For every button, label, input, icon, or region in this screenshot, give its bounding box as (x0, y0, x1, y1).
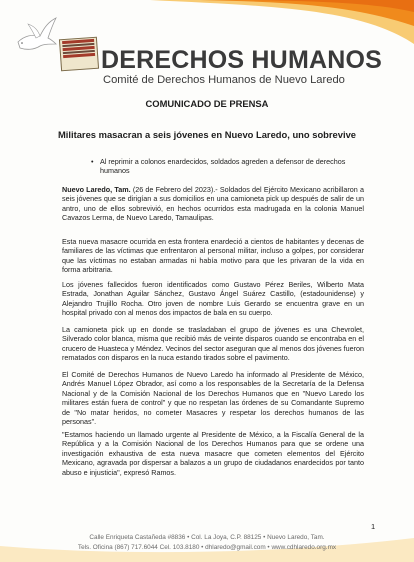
paragraph-6: "Estamos haciendo un llamado urgente al Presidente de México, a la Fiscalía General de la República y a la Comisión Nacional de los Derechos Humanos para que se ordene una investigación exhaustiva de esta nueva masacre que cometen elementos del Ejército Mexicano, agravada por dispersar a balazos a un grupo de ciudadanos enardecidos por tanto abuso e injusticia", expresó Ramos. (62, 430, 364, 477)
organization-subtitle: Comité de Derechos Humanos de Nuevo Laredo (103, 74, 345, 86)
dove-icon (14, 14, 58, 58)
organization-title: DERECHOS HUMANOS (101, 46, 382, 74)
paragraph-2: Esta nueva masacre ocurrida en esta frontera enardeció a cientos de habitantes y decenas de familiares de las víctimas que enfrentaron al personal militar, incluso a golpes, por considerar que las víctimas no estaban armadas ni había motivo para que les privaran de la vida en forma arbitraria. (62, 237, 364, 275)
footer-address: Calle Enriqueta Castañeda #8836 • Col. La Joya, C.P. 88125 • Nuevo Laredo, Tam. (89, 534, 325, 541)
document-heading: COMUNICADO DE PRENSA (145, 98, 269, 109)
stamp-seal (59, 37, 99, 72)
bullet-dot: • (91, 157, 94, 166)
paragraph-1 (62, 185, 364, 223)
footer-contact: Tels. Oficina (867) 717.6044 Cel. 103.8180 • dhlaredo@gmail.com • www.cdhlaredo.org.mx (77, 544, 337, 551)
paragraph-4: La camioneta pick up en donde se trasladaban el grupo de jóvenes es una Chevrolet, Silverado color blanca, misma que recibió más de veinte disparos cuando se encontraba en el crucero de Huasteca y Méndez. Vecinos del sector aseguran que al menos dos jóvenes fueron rematados con disparos en la nuca estando tirados sobre el pavimento. (62, 325, 364, 363)
page-number: 1 (371, 522, 376, 531)
press-headline: Militares masacran a seis jóvenes en Nuevo Laredo, uno sobrevive (57, 129, 357, 140)
summary-bullet (91, 157, 375, 175)
paragraph-5: El Comité de Derechos Humanos de Nuevo Laredo ha informado al Presidente de México, Andrés Manuel López Obrador, así como a los responsables de la Secretaría de la Defensa Nacional y de la Comisión Nacional de los Derechos Humanos que en "Nuevo Laredo los militares están fuera de control" y que no respetan las órdenes de su Comandante Supremo de "No matar heridos, no cometer Masacres y respetar los derechos humanos de las personas". (62, 370, 364, 427)
paragraph-1-text: (26 de Febrero del 2023).- Soldados del Ejército Mexicano acribillaron a seis jóvenes que se dirigían a sus domicilios en una camioneta pick up después de salir de un antro, uno de ellos sobrevivió, en hechos ocurridos esta madrugada en la colonia Manuel Cavazos Lerma, de Nuevo Laredo, Tamaulipas. (62, 185, 364, 223)
paragraph-3: Los jóvenes fallecidos fueron identificados como Gustavo Pérez Beriles, Wilberto Mata Estrada, Jonathan Aguilar Sánchez, Gustavo Ángel Suárez Castillo, (estadounidense) y Alejandro Trujillo Rocha. Otro joven de nombre Luis Gerardo se encuentra grave en un hospital privado con al menos dos impactos de bala en su cuerpo. (62, 280, 364, 318)
summary-bullet-text: Al reprimir a colonos enardecidos, soldados agreden a defensor de derechos humanos (100, 157, 346, 175)
dateline: Nuevo Laredo, Tam. (62, 185, 131, 194)
